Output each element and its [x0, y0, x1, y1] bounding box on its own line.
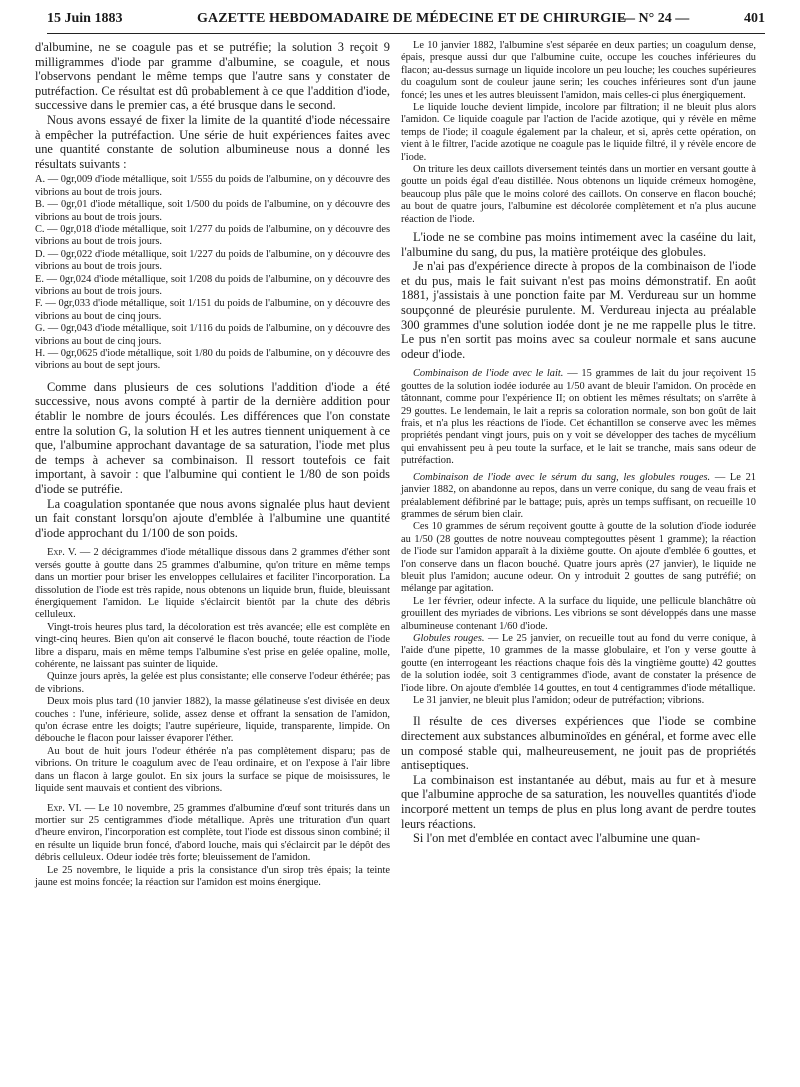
result-item-d: D. — 0gr,022 d'iode métallique, soit 1/227 du poids de l'albumine, on y découvre des vibrions au bout de trois jours. [35, 248, 390, 273]
right-column [401, 40, 756, 846]
paragraph: Ces 10 grammes de sérum reçoivent goutte à goutte de la solution d'iode iodurée au 1/50 (28 gouttes de notre nouveau comptegouttes pèsent 1 gramme); la réaction de l'iode sur l'amidon apparaît à la dixième goutte. On ajoute d'emblée 6 gouttes, et l'on conserve dans un flacon bouché. Quatre jours après (27 janvier), le liquide ne bleuit plus l'amidon; aucune odeur. On y introduit 2 gouttes de sang putréfié; on mélange par agitation. [401, 521, 756, 595]
page-number: 401 [744, 11, 765, 26]
section-label: Combinaison de l'iode avec le lait. [413, 368, 564, 380]
section-text: — Le 21 janvier 1882, on abandonne au repos, dans un verre conique, du sang de veau frais et préalablement défibriné par le battage; puis, après un temps suffisant, on recueille 10 grammes de sérum bien clair. [401, 471, 756, 520]
paragraph: Comme dans plusieurs de ces solutions l'addition d'iode a été successive, nous avons compté à partir de la dernière addition pour établir le nombre de jours écoulés. Les différences que l'on constate entre la solution G, la solution H et les autres tiennent uniquement à ce que, l'albumine approchant davantage de sa saturation, l'iode met plus de temps à achever sa combinaison. Il ressort toutefois ce fait important, à savoir : que l'albumine qui contient le 1/80 de son poids d'iode se putréfie. [35, 379, 390, 496]
paragraph: Deux mois plus tard (10 janvier 1882), la masse gélatineuse s'est divisée en deux couches : l'une, inférieure, solide, assez dense et offrant la sensation de l'amidon, qu'on écrase entre les doigts; l'autre supérieure, liquide, transparente, limpide. On débouche le flacon pour laisser évaporer l'éther. [35, 696, 390, 745]
running-header [47, 8, 765, 30]
header-date: 15 Juin 1883 [47, 11, 123, 26]
issue-number: — N° 24 — [621, 11, 690, 26]
paragraph: Le liquide louche devient limpide, incolore par filtration; il ne bleuit plus alors l'amidon. Ce liquide coagule par l'action de l'acide azotique, qui y révèle en même temps de l'iode; il coagule également par la chaleur, et si, après cette opération, on vient à le filtrer, l'acide azotique ne coagule pas le liquide filtré, il y révèle encore de l'iode. [401, 102, 756, 163]
experiment-label: Exp. VI. [47, 802, 82, 814]
result-item-b: B. — 0gr,01 d'iode métallique, soit 1/500 du poids de l'albumine, on y découvre des vibrions au bout de trois jours. [35, 199, 390, 223]
paragraph: Il résulte de ces diverses expériences que l'iode se combine directement aux substances albuminoïdes en général, et forme avec elle un composé stable qui, malheureusement, ne jouit pas de propriétés antiseptiques. [401, 714, 756, 773]
result-item-a: A. — 0gr,009 d'iode métallique, soit 1/555 du poids de l'albumine, on y découvre des vibrions au bout de trois jours. [35, 174, 390, 198]
section-text: — 15 grammes de lait du jour reçoivent 15 gouttes de la solution iodée iodurée au 1/50 avant de bleuir l'amidon. On procède en tâtonnant, comme pour l'expérience II; on obtient les mêmes résultats; on s'arrête à 29 gouttes. Le lendemain, le lait a repris sa coloration normale, son bon goût de lait frais, et n'a plus les réactions de l'iode. Cet échantillon se conserve avec les mêmes propriétés pendant vingt jours, puis on y voit se développer des taches de mycélium qui envahissent peu à peu toute la surface, et le lait se tranche, mais sans odeur de putréfaction. [401, 368, 756, 467]
experiment-vi [35, 803, 390, 865]
paragraph: Je n'ai pas d'expérience directe à propos de la combinaison de l'iode et du pus, mais le fait suivant n'est pas moins démonstratif. En août 1881, j'assistais à une ponction faite par M. Verdureau sur un homme soupçonné de pleurésie purulente. M. Verdureau injecta au préalable 300 grammes d'une solution iodée dont je ne me rappelle plus le titre. Le pus n'en sortit pas moins avec sa couleur normale et sans aucune odeur d'iode. [401, 259, 756, 361]
paragraph: Quinze jours après, la gelée est plus consistante; elle conserve l'odeur éthérée; pas de vibrions. [35, 671, 390, 695]
journal-title: GAZETTE HEBDOMADAIRE DE MÉDECINE ET DE CHIRURGIE [197, 11, 627, 26]
paragraph: Le 10 janvier 1882, l'albumine s'est séparée en deux parties; un coagulum dense, épais, presque aussi dur que l'albumine cuite, occupe les couches inférieures du flacon; au-dessus surnage un liquide incolore un peu louche; les couches supérieures du coagulum sont de couleur jaune serin; les couches inférieures sont d'un jaune foncé; les unes et les autres bleuissent l'amidon, mais celles-ci plus énergiquement. [401, 40, 756, 101]
paragraph: La combinaison est instantanée au début, mais au fur et à mesure que l'albumine approche de sa saturation, les nouvelles quantités d'iode incorporé mettent un temps de plus en plus long avant de perdre toutes leurs réactions. [401, 772, 756, 831]
paragraph: On triture les deux caillots diversement teintés dans un mortier en versant goutte à goutte un poids égal d'eau distillée. Nous obtenons un liquide crémeux homogène, beaucoup plus pâle que le moins coloré des caillots. On conserve en flacon bouché; au bout de quatre jours, l'albumine est décolorée complètement et n'a plus aucune réaction de l'iode. [401, 164, 756, 225]
header-rule [47, 33, 765, 34]
paragraph: Vingt-trois heures plus tard, la décoloration est très avancée; elle est complète en vingt-cinq heures. Bien qu'on ait conservé le flacon bouché, toute réaction de l'iode libre a disparu, mais en même temps l'albumine s'est prise en gelée opaline, molle, cohérente, ne laissant pas suinter de liquide. [35, 621, 390, 671]
paragraph: La coagulation spontanée que nous avons signalée plus haut devient un fait constant lorsqu'on ajoute d'emblée à l'albumine une quantité d'iode approchant du 1/100 de son poids. [35, 496, 390, 540]
paragraph: Si l'on met d'emblée en contact avec l'albumine une quan- [413, 831, 701, 846]
milk-section [401, 368, 756, 467]
paragraph: L'iode ne se combine pas moins intimement avec la caséine du lait, l'albumine du sang, du pus, la matière protéique des globules. [401, 230, 756, 259]
result-item-e: E. — 0gr,024 d'iode métallique, soit 1/208 du poids de l'albumine, on y découvre des vibrions au bout de trois jours. [35, 273, 390, 297]
paragraph: Le 25 novembre, le liquide a pris la consistance d'un sirop très épais; la teinte jaune est moins foncée; la réaction sur l'amidon est moins énergique. [35, 864, 390, 888]
result-item-g: G. — 0gr,043 d'iode métallique, soit 1/116 du poids de l'albumine, on y découvre des vibrions au bout de cinq jours. [35, 323, 390, 347]
experiment-v [35, 547, 390, 621]
paragraph: Le 31 janvier, ne bleuit plus l'amidon; odeur de putréfaction; vibrions. [413, 695, 705, 706]
result-item-c: C. — 0gr,018 d'iode métallique, soit 1/277 du poids de l'albumine, on y découvre des vibrions au bout de trois jours. [35, 223, 390, 248]
paragraph: Au bout de huit jours l'odeur éthérée n'a pas complètement disparu; pas de vibrions. On triture le coagulum avec de l'eau ordinaire, et on l'expose à l'air libre dans un flacon à large goulot. En six jours la surface se pique de moisissures, le liquide sent mauvais et contient des vibrions. [35, 745, 390, 795]
paragraph: d'albumine, ne se coagule pas et se putréfie; la solution 3 reçoit 9 milligrammes d'iode par gramme d'albumine, se coagule, et nous l'observons pendant le même temps que l'autre sans y constater de putréfaction. Ce résultat est dû probablement à ce que l'addition d'iode, successive dans le premier cas, a été brusque dans le second. [35, 40, 390, 113]
section-label: Globules rouges. [413, 632, 485, 644]
experiment-text: — Le 10 novembre, 25 grammes d'albumine d'œuf sont triturés dans un mortier sur 25 centigrammes d'iode métallique. Après une trituration d'un quart d'heure environ, l'incorporation est complète, tout l'iode est dissous sinon combiné; il en résulte un liquide brun foncé, d'abord louche, mais qui s'éclaircit par le dépôt des débris celluleux. Odeur iodée très forte; bleuissement de l'amidon. [35, 802, 390, 864]
paragraph: Le 1er février, odeur infecte. A la surface du liquide, une pellicule blanchâtre où grouillent des myriades de vibrions. Les vibrions se sont développés dans une masse albumineuse contenant 1/60 d'iode. [401, 595, 756, 632]
section-text: — Le 25 janvier, on recueille tout au fond du verre conique, à l'aide d'une pipette, 10 grammes de la masse globulaire, et l'on y verse goutte à goutte (en interrogeant les réactions chaque fois dès la vingtième goutte) 42 gouttes de la solution iodée, soit 3 centigrammes d'iode, avant de constater la présence de l'iode libre. On ajoute d'emblée 14 gouttes, en tout 4 centigrammes d'iode métallique. [401, 632, 756, 694]
experiment-text: — 2 décigrammes d'iode métallique dissous dans 2 grammes d'éther sont versés goutte à goutte dans 25 grammes d'albumine, qu'on triture en même temps dans un mortier pour briser les enveloppes cellulaires et faciliter l'incorporation. La dissolution de l'iode est très rapide, nous obtenons un liquide brun, fluide, bleuissant énergiquement l'amidon. Le liquide s'éclaircit bientôt par la chute des débris celluleux. [35, 547, 390, 621]
paragraph: Nous avons essayé de fixer la limite de la quantité d'iode nécessaire à empêcher la putréfaction. Une série de huit expériences faites avec une quantité constante de solution albumineuse nous a donné les résultats suivants : [35, 112, 390, 171]
serum-section [401, 472, 756, 522]
result-item-f: F. — 0gr,033 d'iode métallique, soit 1/151 du poids de l'albumine, on y découvre des vibrions au bout de cinq jours. [35, 298, 390, 322]
section-label: Combinaison de l'iode avec le sérum du sang, les globules rouges. [413, 471, 711, 483]
globules-section [401, 633, 756, 695]
result-item-h: H. — 0gr,0625 d'iode métallique, soit 1/80 du poids de l'albumine, on y découvre des vibrions au bout de sept jours. [35, 348, 390, 372]
experiment-label: Exp. V. [47, 547, 77, 559]
left-column [35, 40, 390, 889]
